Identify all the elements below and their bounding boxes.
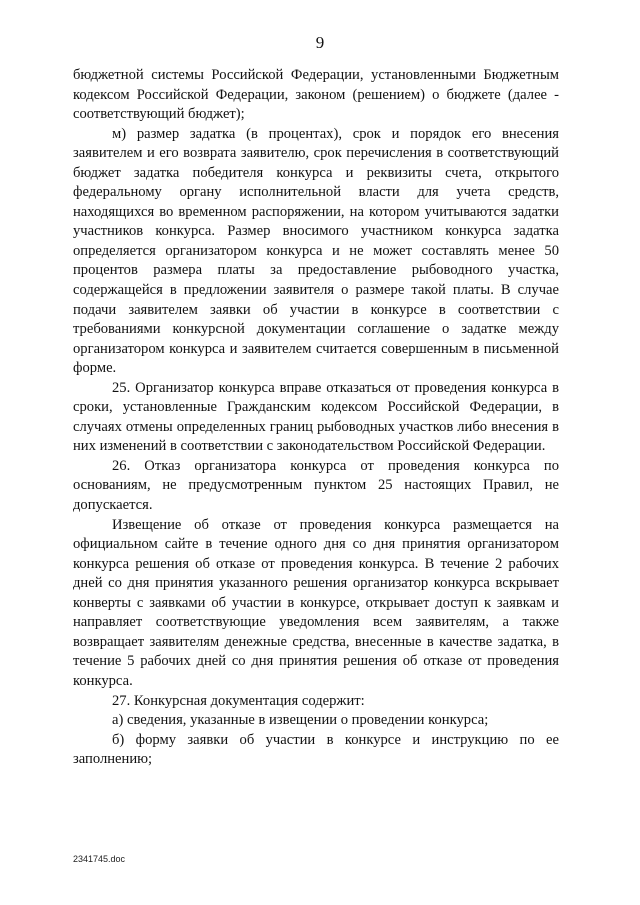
paragraph: бюджетной системы Российской Федерации, установленными Бюджетным кодексом Российской Федерации, законом (решением) о бюджете (далее - соответствующий бюджет); [73, 67, 559, 123]
paragraph-27b: б) форму заявки об участии в конкурсе и инструкцию по ее заполнению; [73, 731, 559, 768]
paragraph-26: 26. Отказ организатора конкурса от проведения конкурса по основаниям, не предусмотренным пунктом 25 настоящих Правил, не допускается. [73, 457, 559, 514]
page-number: 9 [315, 33, 325, 52]
paragraph-27: 27. Конкурсная документация содержит: [112, 692, 365, 709]
paragraph-27a: а) сведения, указанные в извещении о проведении конкурса; [112, 712, 489, 729]
footer-file-code: 2341745.doc [73, 854, 126, 864]
paragraph-m: м) размер задатка (в процентах), срок и порядок его внесения заявителем и его возврата заявителю, срок перечисления в соответствующий бюджет задатка победителя конкурса и реквизиты счета, открытого федеральному органу исполнительной власти для учета средств, находящихся во временном распоряжении, на котором учитываются задатки участников конкурса. Размер вносимого участником конкурса задатка определяется организатором конкурса и не может составлять менее 50 процентов размера платы за предоставление рыбоводного участка, содержащейся в предложении заявителя о размере такой платы. В случае подачи заявителем заявки об участии в конкурсе в соответствии с требованиями конкурсной документации соглашение о задатке между организатором конкурса и заявителем считается совершенным в письменной форме. [73, 125, 559, 377]
paragraph-notice: Извещение об отказе от проведения конкурса размещается на официальном сайте в течение одного дня со дня принятия организатором конкурса решения об отказе от проведения конкурса. В течение 2 рабочих дней со дня принятия указанного решения организатор конкурса вскрывает конверты с заявками об участии в конкурсе, открывает доступ к заявкам и направляет соответствующие уведомления всем заявителям, а также возвращает заявителям денежные средства, внесенные в качестве задатка, в течение 5 рабочих дней со дня принятия решения об отказе от проведения конкурса. [73, 516, 559, 689]
paragraph-25: 25. Организатор конкурса вправе отказаться от проведения конкурса в сроки, установленные Гражданским кодексом Российской Федерации, в случаях отмены определенных границ рыбоводных участков либо внесения в них изменений в соответствии с законодательством Российской Федерации. [73, 379, 559, 455]
body-text [73, 66, 559, 770]
